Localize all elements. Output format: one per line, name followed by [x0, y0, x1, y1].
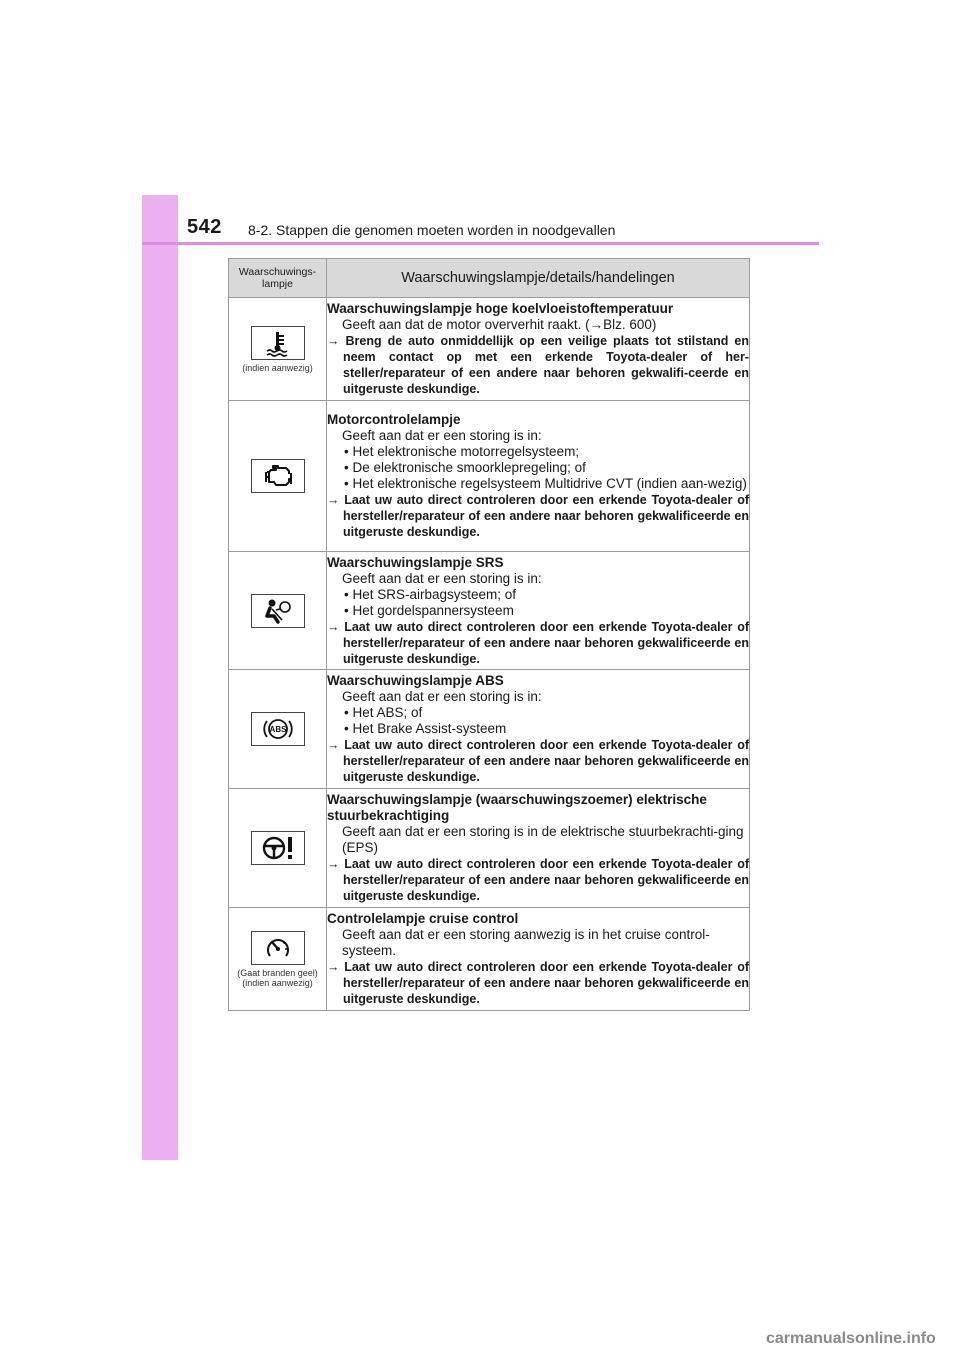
arrow-icon: →	[327, 334, 340, 348]
list-item: • De elektronische smoorklepregeling; of	[344, 460, 586, 475]
action-text: → Breng de auto onmiddellijk op een veilige plaats tot stilstand en neem contact op met een erkende Toyota-dealer of her-steller/reparateur of een andere naar behoren gekwalifi-ceerde en uitgeruste deskundige.	[327, 334, 749, 396]
abs-icon	[251, 712, 305, 746]
warning-title: Motorcontrolelampje	[327, 412, 461, 427]
action-text: → Laat uw auto direct controleren door een erkende Toyota-dealer of hersteller/reparateur of een andere naar behoren gekwalificeerde en uitgeruste deskundige.	[327, 738, 749, 784]
warning-description: Geeft aan dat er een storing is in:	[342, 428, 542, 443]
arrow-icon: →	[327, 619, 340, 634]
details-cell	[327, 552, 750, 670]
details-cell	[327, 401, 750, 552]
availability-note-text: (Gaat branden geel) (indien aanwezig)	[237, 967, 318, 988]
details-cell	[327, 298, 750, 401]
table-row	[229, 552, 750, 670]
lamp-cell	[229, 908, 327, 1011]
list-item: • Het Brake Assist-systeem	[344, 721, 507, 736]
warning-lights-table	[228, 258, 750, 1011]
column-header-lamp	[229, 259, 327, 298]
section-title: 8-2. Stappen die genomen moeten worden in noodgevallen	[248, 222, 616, 238]
warning-description: Geeft aan dat de motor oververhit raakt. (→Blz. 600)	[342, 317, 657, 332]
lamp-cell	[229, 789, 327, 908]
arrow-icon: →	[327, 857, 340, 871]
lamp-cell	[229, 670, 327, 789]
action-text: → Laat uw auto direct controleren door een erkende Toyota-dealer of hersteller/reparateur of een andere naar behoren gekwalificeerde en uitgeruste deskundige.	[327, 493, 749, 539]
warning-description: Geeft aan dat er een storing aanwezig is in het cruise control-systeem.	[342, 927, 710, 958]
lamp-cell	[229, 552, 327, 670]
arrow-icon: →	[327, 738, 340, 752]
table-row	[229, 908, 750, 1011]
details-cell	[327, 789, 750, 908]
warning-description: Geeft aan dat er een storing is in:	[342, 689, 542, 704]
warning-description: Geeft aan dat er een storing is in de elektrische stuurbekrachti-ging (EPS)	[342, 824, 744, 855]
lamp-cell	[229, 298, 327, 401]
warning-title: Waarschuwingslampje SRS	[327, 554, 504, 570]
column-header-details: Waarschuwingslampje/details/handelingen	[327, 259, 750, 298]
warning-title: Waarschuwingslampje hoge koelvloeistoftemperatuur	[327, 301, 674, 316]
engine-icon	[251, 459, 305, 493]
action-text: → Laat uw auto direct controleren door een erkende Toyota-dealer of hersteller/reparateur of een andere naar behoren gekwalificeerde en uitgeruste deskundige.	[327, 619, 749, 666]
list-item: • Het gordelspannersysteem	[344, 602, 514, 618]
warning-title: Controlelampje cruise control	[327, 911, 519, 926]
warning-title: Waarschuwingslampje (waarschuwingszoemer) elektrische stuurbekrachtiging	[327, 792, 707, 823]
watermark: carmanualsonline.info	[766, 1330, 936, 1347]
cruise-control-icon	[251, 931, 305, 965]
availability-note	[229, 968, 326, 988]
steering-warning-icon	[251, 831, 305, 865]
table-row	[229, 298, 750, 401]
lamp-cell	[229, 401, 327, 552]
column-header-lamp-text: Waarschuwings- lampje	[238, 266, 317, 290]
coolant-temperature-icon	[251, 326, 305, 360]
details-cell	[327, 908, 750, 1011]
chapter-sidebar-tab	[142, 195, 178, 1160]
action-text: → Laat uw auto direct controleren door een erkende Toyota-dealer of hersteller/reparateur of een andere naar behoren gekwalificeerde en uitgeruste deskundige.	[327, 857, 749, 903]
list-item: • Het elektronische motorregelsysteem;	[344, 444, 580, 459]
page-number: 542	[187, 216, 222, 238]
arrow-icon: →	[327, 493, 340, 507]
details-cell	[327, 670, 750, 789]
availability-note: (indien aanwezig)	[242, 362, 313, 373]
table-header-row	[229, 259, 750, 298]
svg-text:ABS: ABS	[269, 725, 286, 734]
list-item: • Het SRS-airbagsysteem; of	[344, 586, 517, 602]
warning-title: Waarschuwingslampje ABS	[327, 673, 504, 688]
table-row	[229, 670, 750, 789]
header-divider	[142, 242, 819, 245]
action-text: → Laat uw auto direct controleren door een erkende Toyota-dealer of hersteller/reparateur of een andere naar behoren gekwalificeerde en uitgeruste deskundige.	[327, 960, 749, 1006]
list-item: • Het elektronische regelsysteem Multidrive CVT (indien aan-wezig)	[344, 476, 747, 491]
arrow-icon: →	[327, 960, 340, 974]
list-item: • Het ABS; of	[344, 705, 423, 720]
table-row	[229, 789, 750, 908]
table-row	[229, 401, 750, 552]
airbag-icon	[251, 594, 305, 628]
warning-description: Geeft aan dat er een storing is in:	[342, 570, 542, 586]
